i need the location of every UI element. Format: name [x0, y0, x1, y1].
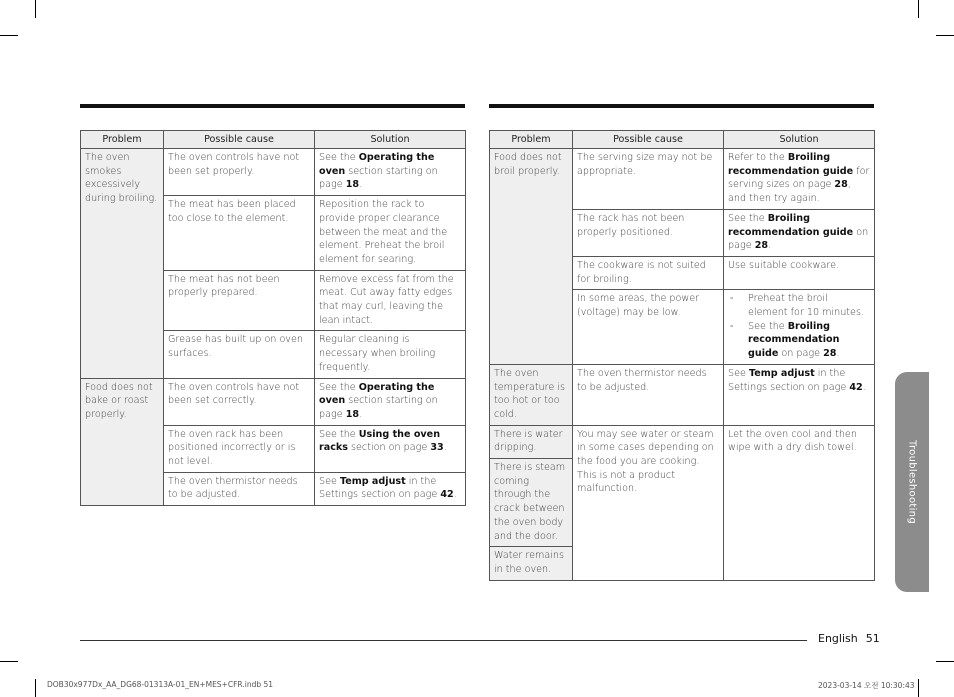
cause-cell: The meat has been placed too close to the element. — [164, 196, 315, 271]
header-problem: Problem — [490, 131, 573, 149]
page-reference: 18 — [345, 179, 360, 191]
crop-mark — [35, 0, 36, 18]
cause-cell: The oven controls have not been set correctly. — [164, 378, 315, 425]
footer-rule — [80, 640, 807, 641]
troubleshooting-table-right — [489, 130, 875, 581]
crop-mark — [0, 661, 18, 662]
problem-cell: Water remains in the oven. — [490, 547, 573, 580]
solution-cell: Refer to the Broiling recommendation guide for serving sizes on page 28, and then try again. — [724, 149, 875, 210]
solution-cell: See the Using the oven racks section on page 33. — [315, 425, 466, 472]
header-solution: Solution — [315, 131, 466, 149]
cause-cell: The oven thermistor needs to be adjusted. — [573, 364, 724, 425]
section-side-tab — [895, 372, 929, 592]
menu-reference: Temp adjust — [339, 475, 406, 487]
menu-reference: Broiling recommendation guide — [748, 320, 840, 360]
page-reference: 42 — [849, 381, 863, 393]
crop-mark — [918, 679, 919, 697]
table-header-row — [490, 131, 875, 149]
cause-cell: The cookware is not suited for broiling. — [573, 256, 724, 289]
footer-language: English — [818, 632, 858, 645]
troubleshooting-table-left — [80, 130, 466, 506]
table-row — [490, 149, 875, 210]
menu-reference: Operating the oven — [319, 381, 435, 407]
solution-cell — [724, 290, 875, 365]
menu-reference: Broiling recommendation guide — [728, 152, 854, 177]
crop-mark — [0, 35, 18, 36]
menu-reference: Operating the oven — [319, 152, 435, 177]
problem-cell: Food does not broil properly. — [490, 149, 573, 365]
cause-cell: The rack has not been properly positioned. — [573, 209, 724, 256]
crop-mark — [35, 679, 36, 697]
side-tab-label: Troubleshooting — [906, 440, 918, 524]
table-row — [490, 425, 875, 458]
cause-cell: The serving size may not be appropriate. — [573, 149, 724, 210]
header-solution: Solution — [724, 131, 875, 149]
list-item: ◦ See the Broiling recommendation guide on page 28. — [728, 320, 870, 361]
cause-cell: The oven thermistor needs to be adjusted. — [164, 472, 315, 505]
solution-cell: Remove excess fat from the meat. Cut away fatty edges that may curl, leaving the lean intact. — [315, 270, 466, 331]
section-rule-left — [80, 104, 465, 108]
print-slug-date: 2023-03-14 오전 10:30:43 — [818, 681, 915, 690]
solution-cell: See Temp adjust in the Settings section on page 42. — [315, 472, 466, 505]
page-footer — [818, 632, 880, 645]
cause-cell: The oven rack has been positioned incorrectly or is not level. — [164, 425, 315, 472]
cause-cell: In some areas, the power (voltage) may be low. — [573, 290, 724, 365]
table-row — [490, 364, 875, 425]
solution-bullet-list — [728, 292, 870, 361]
problem-cell: The oven temperature is too hot or too cold. — [490, 364, 573, 425]
section-rule-right — [489, 104, 874, 108]
solution-cell: See the Broiling recommendation guide on page 28. — [724, 209, 875, 256]
problem-cell: There is water dripping. — [490, 425, 573, 458]
problem-cell: The oven smokes excessively during broiling. — [81, 149, 164, 379]
crop-mark — [936, 35, 954, 36]
header-possible-cause: Possible cause — [573, 131, 724, 149]
cause-cell: Grease has built up on oven surfaces. — [164, 331, 315, 378]
solution-cell: See the Operating the oven section starting on page 18. — [315, 149, 466, 196]
table-row — [81, 378, 466, 425]
page-reference: 28 — [754, 240, 769, 252]
table-header-row — [81, 131, 466, 149]
solution-cell: See Temp adjust in the Settings section on page 42. — [724, 364, 875, 425]
crop-mark — [936, 661, 954, 662]
solution-cell: See the Operating the oven section starting on page 18. — [315, 378, 466, 425]
solution-cell: Reposition the rack to provide proper clearance between the meat and the element. Preheat the broil element for searing. — [315, 196, 466, 271]
table-row — [81, 149, 466, 196]
header-problem: Problem — [81, 131, 164, 149]
list-item: ◦ Preheat the broil element for 10 minutes. — [728, 292, 870, 319]
solution-cell: Regular cleaning is necessary when broiling frequently. — [315, 331, 466, 378]
problem-cell: Food does not bake or roast properly. — [81, 378, 164, 506]
menu-reference: Broiling recommendation guide — [728, 212, 854, 238]
problem-cell: There is steam coming through the crack between the oven body and the door. — [490, 459, 573, 547]
print-slug-file: DOB30x977Dx_AA_DG68-01313A-01_EN+MES+CFR.indb 51 — [47, 680, 274, 689]
solution-cell: Let the oven cool and then wipe with a dry dish towel. — [724, 425, 875, 580]
page-number: 51 — [865, 632, 880, 645]
page-reference: 18 — [345, 408, 360, 420]
page-reference: 42 — [440, 489, 454, 501]
crop-mark — [918, 0, 919, 18]
menu-reference: Using the oven racks — [319, 428, 441, 454]
header-possible-cause: Possible cause — [164, 131, 315, 149]
cause-cell: You may see water or steam in some cases depending on the food you are cooking. This is not a product malfunction. — [573, 425, 724, 580]
menu-reference: Temp adjust — [748, 367, 815, 379]
page-reference: 33 — [430, 442, 444, 454]
page-reference: 28 — [834, 179, 848, 191]
cause-cell: The meat has not been properly prepared. — [164, 270, 315, 331]
cause-cell: The oven controls have not been set properly. — [164, 149, 315, 196]
solution-cell: Use suitable cookware. — [724, 256, 875, 289]
page-reference: 28 — [823, 348, 837, 360]
